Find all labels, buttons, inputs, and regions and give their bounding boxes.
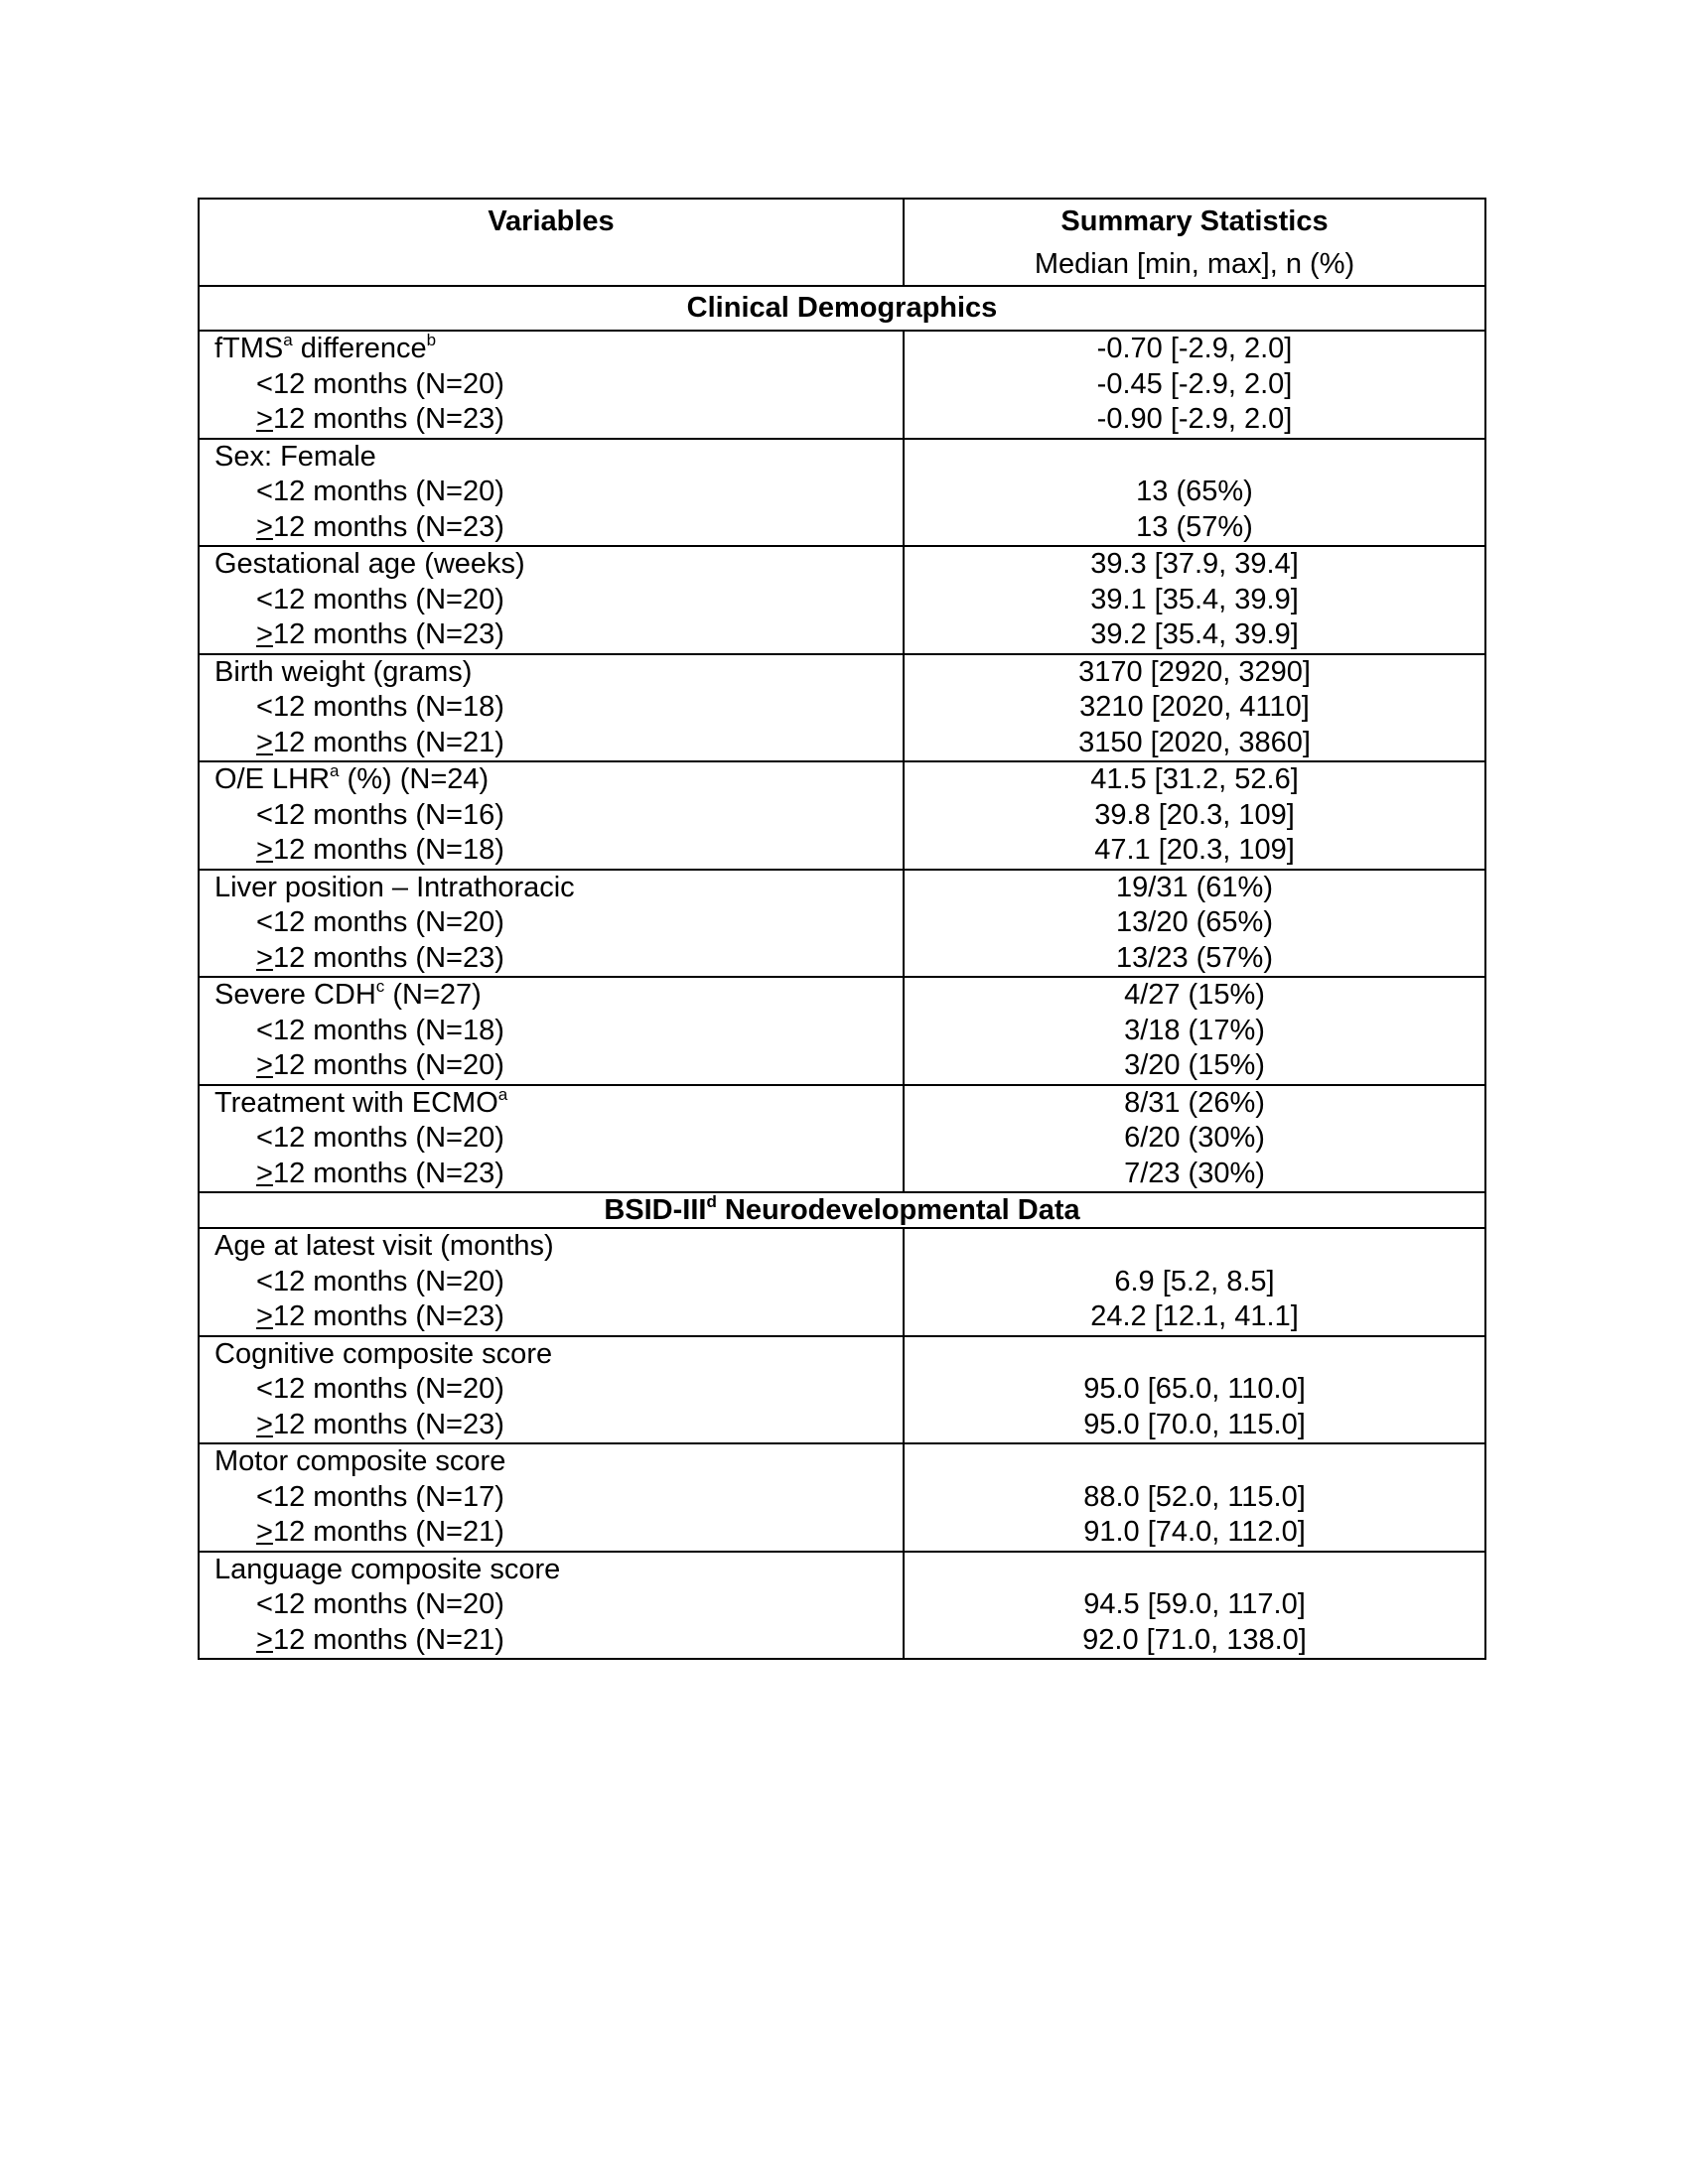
subgroup-label-text: 12 months (N=21) [272,1623,504,1656]
main-value [905,1444,1484,1480]
variable-cell [199,331,904,439]
subgroup-label-text: 12 months (N=21) [272,1516,504,1548]
table-row [199,1228,1485,1336]
subgroup-label-text: 12 months (N=18) [272,1014,504,1046]
subgroup-label [200,1480,903,1516]
table-row [199,654,1485,762]
subgroup-value: 39.2 [35.4, 39.9] [1090,618,1299,650]
header-variables: Variables [199,199,904,286]
section-title-text: BSID-III [604,1194,707,1226]
table-row [199,331,1485,439]
value-cell [904,870,1485,978]
variable-label-text: (N=27) [384,979,482,1011]
value-cell [904,761,1485,870]
comparison-operator: < [256,476,273,507]
variable-label [200,1086,903,1122]
variable-label-text: Gestational age (weeks) [214,548,525,580]
section-header-row [199,1192,1485,1228]
main-value: 19/31 (61%) [1116,871,1273,903]
subgroup-label [200,367,903,403]
subgroup-label [200,617,903,653]
variable-label [200,547,903,583]
subgroup-label-text: 12 months (N=20) [272,476,504,507]
variable-label-text: Language composite score [214,1553,561,1585]
subgroup-label [200,941,903,977]
footnote-marker: a [283,331,293,350]
main-value: 8/31 (26%) [1124,1086,1265,1119]
table-row [199,1552,1485,1660]
variable-label-text: (%) (N=24) [339,763,490,795]
header-summary-sub: Median [min, max], n (%) [1034,248,1355,280]
value-cell [904,1336,1485,1444]
subgroup-value: 95.0 [65.0, 110.0] [1083,1373,1306,1405]
variable-label-text: Cognitive composite score [214,1337,553,1370]
subgroup-value: -0.90 [-2.9, 2.0] [1096,403,1293,435]
subgroup-label [200,1408,903,1443]
variable-cell [199,977,904,1085]
subgroup-label-text: 12 months (N=18) [272,834,504,866]
variable-cell [199,1085,904,1193]
variable-label-text: Severe CDH [214,979,376,1011]
variable-label-text: Birth weight (grams) [214,655,473,688]
subgroup-label-text: 12 months (N=20) [272,1373,504,1405]
subgroup-label-text: 12 months (N=23) [272,941,504,974]
comparison-operator: > [256,1516,273,1548]
variable-cell [199,654,904,762]
variable-label [200,978,903,1014]
value-cell [904,439,1485,547]
table-body [199,286,1485,1659]
footnote-marker: a [330,761,340,781]
subgroup-label-text: 12 months (N=20) [272,906,504,938]
table-row [199,761,1485,870]
variable-label-text: O/E LHR [214,763,331,795]
variable-label [200,655,903,691]
subgroup-label-text: 12 months (N=20) [272,583,504,615]
subgroup-label-text: 12 months (N=23) [272,1300,504,1332]
variable-cell [199,1336,904,1444]
variable-label [200,762,903,798]
subgroup-label [200,583,903,618]
value-cell [904,654,1485,762]
comparison-operator: > [256,941,273,974]
subgroup-label [200,510,903,546]
comparison-operator: < [256,691,273,723]
subgroup-label [200,1048,903,1084]
variable-label [200,1229,903,1265]
subgroup-value: 3150 [2020, 3860] [1078,726,1311,758]
footnote-marker: b [426,331,437,350]
subgroup-value: 91.0 [74.0, 112.0] [1083,1516,1306,1548]
subgroup-label [200,1121,903,1157]
table-row [199,1443,1485,1552]
variable-label [200,1337,903,1373]
subgroup-value: 95.0 [70.0, 115.0] [1083,1408,1306,1440]
comparison-operator: > [256,1049,273,1081]
comparison-operator: < [256,1480,273,1513]
variable-cell [199,546,904,654]
main-value [905,440,1484,476]
subgroup-label-text: 12 months (N=23) [272,618,504,650]
main-value: 3170 [2920, 3290] [1078,655,1311,688]
comparison-operator: > [256,510,273,543]
comparison-operator: > [256,403,273,435]
variable-label [200,1553,903,1588]
header-row [199,199,1485,286]
section-title-text: Clinical Demographics [686,292,998,324]
subgroup-label [200,1299,903,1335]
subgroup-label-text: 12 months (N=20) [272,1265,504,1297]
variable-label [200,332,903,367]
subgroup-value: 6/20 (30%) [1124,1122,1265,1154]
subgroup-label [200,690,903,726]
header-summary [904,199,1485,286]
value-cell [904,546,1485,654]
subgroup-label-text: 12 months (N=23) [272,1408,504,1440]
comparison-operator: > [256,1157,273,1189]
subgroup-label-text: 12 months (N=20) [272,1049,504,1081]
variable-cell [199,761,904,870]
variable-cell [199,439,904,547]
subgroup-label-text: 12 months (N=18) [272,691,504,723]
variable-label [200,871,903,906]
subgroup-label [200,475,903,510]
comparison-operator: > [256,618,273,650]
table-row [199,1085,1485,1193]
subgroup-label-text: 12 months (N=21) [272,726,504,758]
subgroup-value: 3/18 (17%) [1124,1014,1265,1046]
value-cell [904,977,1485,1085]
main-value: 4/27 (15%) [1124,979,1265,1011]
subgroup-value: 13/23 (57%) [1116,941,1273,974]
subgroup-label [200,798,903,834]
subgroup-label-text: 12 months (N=20) [272,1122,504,1154]
subgroup-value: 92.0 [71.0, 138.0] [1082,1623,1307,1656]
subgroup-label-text: 12 months (N=20) [272,367,504,400]
subgroup-label [200,1157,903,1192]
subgroup-label [200,833,903,869]
subgroup-label [200,1587,903,1623]
subgroup-value: 94.5 [59.0, 117.0] [1083,1588,1306,1620]
subgroup-label-text: 12 months (N=20) [272,1588,504,1620]
variable-cell [199,1228,904,1336]
value-cell [904,1443,1485,1552]
comparison-operator: > [256,834,273,866]
subgroup-value: 6.9 [5.2, 8.5] [1114,1265,1275,1297]
subgroup-value: 3/20 (15%) [1124,1049,1265,1081]
subgroup-value: 7/23 (30%) [1124,1157,1265,1189]
subgroup-value: -0.45 [-2.9, 2.0] [1096,367,1293,400]
comparison-operator: < [256,367,273,400]
variable-label-text: fTMS [214,333,284,364]
subgroup-value: 47.1 [20.3, 109] [1094,834,1295,866]
table-row [199,546,1485,654]
main-value: 39.3 [37.9, 39.4] [1090,548,1299,580]
comparison-operator: > [256,1623,273,1656]
table-row [199,870,1485,978]
comparison-operator: > [256,1300,273,1332]
subgroup-label [200,1014,903,1049]
summary-table [198,198,1486,1660]
comparison-operator: > [256,726,273,758]
footnote-marker: c [375,977,385,997]
comparison-operator: < [256,583,273,615]
subgroup-label-text: 12 months (N=23) [272,1157,504,1189]
section-title [199,286,1485,331]
comparison-operator: < [256,1373,273,1405]
variable-label [200,1444,903,1480]
header-summary-title: Summary Statistics [1060,205,1329,237]
variable-label-text: Motor composite score [214,1445,506,1477]
main-value [905,1553,1484,1588]
subgroup-value: 88.0 [52.0, 115.0] [1083,1480,1306,1513]
subgroup-label [200,1515,903,1551]
variable-cell [199,870,904,978]
comparison-operator: > [256,1408,273,1440]
subgroup-label-text: 12 months (N=17) [272,1480,504,1513]
subgroup-value: 13/20 (65%) [1116,906,1273,938]
table-row [199,439,1485,547]
subgroup-value: 13 (65%) [1136,476,1253,507]
main-value [905,1337,1484,1373]
variable-label-text: Age at latest visit (months) [214,1230,554,1262]
subgroup-value: 24.2 [12.1, 41.1] [1090,1300,1299,1332]
variable-cell [199,1552,904,1660]
subgroup-label [200,1265,903,1300]
subgroup-label-text: 12 months (N=16) [272,798,504,831]
value-cell [904,331,1485,439]
comparison-operator: < [256,1014,273,1046]
subgroup-label [200,905,903,941]
subgroup-value: 13 (57%) [1136,510,1253,543]
footnote-marker: d [706,1192,717,1212]
table-row [199,1336,1485,1444]
footnote-marker: a [497,1084,508,1104]
table-row [199,977,1485,1085]
value-cell [904,1552,1485,1660]
main-value: 41.5 [31.2, 52.6] [1090,763,1299,795]
variable-label-text: difference [292,333,427,364]
subgroup-label [200,726,903,761]
section-title [199,1192,1485,1228]
subgroup-label [200,1623,903,1659]
section-title-rest: Neurodevelopmental Data [716,1194,1080,1226]
comparison-operator: < [256,1588,273,1620]
value-cell [904,1228,1485,1336]
variable-label-text: Liver position – Intrathoracic [214,871,575,903]
comparison-operator: < [256,906,273,938]
comparison-operator: < [256,798,273,831]
variable-label [200,440,903,476]
section-header-row [199,286,1485,331]
variable-label-text: Treatment with ECMO [214,1086,498,1119]
subgroup-value: 39.1 [35.4, 39.9] [1090,583,1299,615]
comparison-operator: < [256,1265,273,1297]
subgroup-value: 39.8 [20.3, 109] [1094,798,1295,831]
main-value [905,1229,1484,1265]
subgroup-label-text: 12 months (N=23) [272,510,504,543]
subgroup-value: 3210 [2020, 4110] [1079,691,1310,723]
subgroup-label [200,1372,903,1408]
subgroup-label [200,402,903,438]
main-value: -0.70 [-2.9, 2.0] [1096,333,1293,364]
variable-label-text: Sex: Female [214,440,376,473]
value-cell [904,1085,1485,1193]
variable-cell [199,1443,904,1552]
comparison-operator: < [256,1122,273,1154]
subgroup-label-text: 12 months (N=23) [272,403,504,435]
